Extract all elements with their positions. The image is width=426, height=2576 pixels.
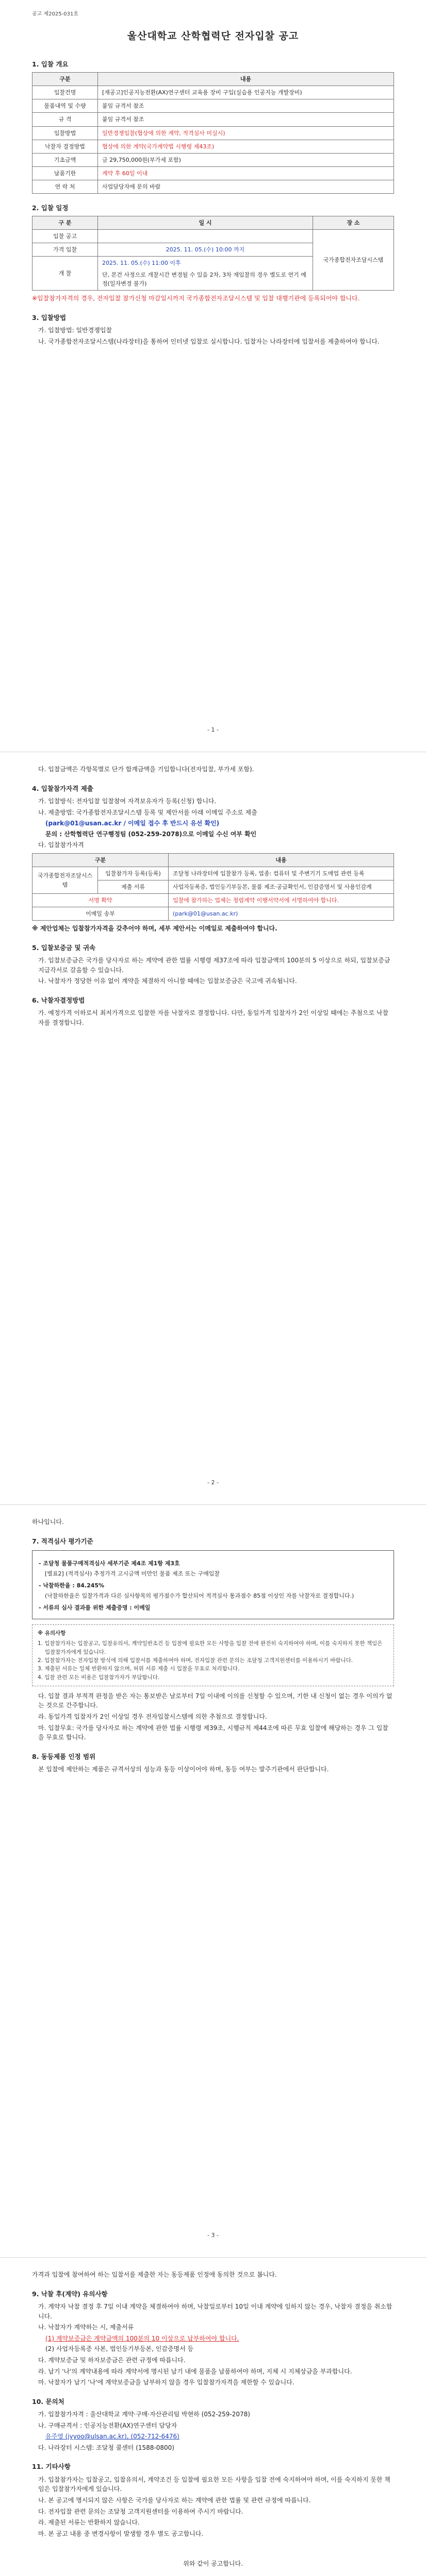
- page-number: - 3 -: [207, 2232, 219, 2239]
- criteria-line: (낙찰하한율은 입찰가격과 다른 심사항목의 평가점수가 합산되어 적격심사 통과점수 85점 이상인 자를 낙찰자로 결정합니다.): [45, 1592, 354, 1600]
- contact-email-link[interactable]: 유주영 (jyyoo@ulsan.ac.kr), (052-712-6476): [45, 2433, 179, 2441]
- paragraph: 다. 전자입찰 관련 문의는 조달청 고객지원센터를 이용하여 주시기 바랍니다.: [38, 2507, 243, 2515]
- schedule-header-cell: 일 시: [98, 216, 313, 230]
- table-row: [32, 86, 394, 99]
- qualification-sub: 제출 서류: [98, 880, 169, 894]
- qualification-value: 사업자등록증, 법인등기부등본, 물품 제조·공급확인서, 인감증명서 및 사용인감계: [169, 880, 394, 894]
- page-divider: [0, 1504, 426, 1505]
- section-heading: 11. 기타사항: [32, 2463, 71, 2471]
- table-row: [32, 907, 394, 921]
- paragraph: 나. 낙찰자가 정당한 이유 없이 계약을 체결하지 아니할 때에는 입찰보증금은 국고에 귀속됩니다.: [38, 977, 297, 985]
- schedule-datetime-cell: [98, 257, 313, 291]
- paragraph: 가격과 입찰에 참여하여 하는 입찰서를 제출한 자는 동등제품 인정에 동의한 것으로 봅니다.: [32, 2271, 277, 2278]
- qualification-value: 입찰에 참가하는 업체는 청렴계약 이행서약서에 서명하여야 합니다.: [169, 894, 394, 907]
- email-instruction: (park@01@usan.ac.kr / 이메일 접수 후 반드시 유선 확인): [45, 820, 220, 827]
- overview-label: 규 격: [32, 113, 98, 126]
- schedule-warning: ※입찰참가자격의 경우, 전자입찰 참가신청 마감일시까지 국가종합전자조달시스템 및 입찰 대행기관에 등록되어야 합니다.: [32, 295, 360, 302]
- overview-value: 협상에 의한 계약(국가계약법 시행령 제43조): [98, 140, 394, 153]
- paragraph: 라. 동일가격 입찰자가 2인 이상일 경우 전자입찰시스템에 의한 추첨으로 결정합니다.: [38, 1713, 267, 1720]
- section-heading: 1. 입찰 개요: [32, 60, 69, 68]
- overview-label: 입찰건명: [32, 86, 98, 99]
- notice-number: 공고 제2025-031호: [32, 11, 78, 17]
- schedule-place: 국가종합전자조달시스템: [313, 230, 394, 291]
- paragraph: 가. 입찰방식: 전자입찰 입찰참여 자격보유자가 등록(신청) 합니다.: [38, 797, 217, 805]
- page-number: - 1 -: [207, 726, 219, 733]
- paragraph: 나. 본 공고에 명시되지 않은 사항은 국가를 당사자로 하는 계약에 관한 법률 및 관련 규정에 따릅니다.: [38, 2497, 311, 2504]
- criteria-heading: - 조달청 물품구매적격심사 세부기준 제4조 제1항 제3호: [39, 1560, 180, 1567]
- paragraph: 다. 입찰 결과 부적격 판정을 받은 자는 통보받은 날로부터 7일 이내에 이의를 신청할 수 있으며, 기한 내 신청이 없는 경우 이의가 없는 것으로 간주합니다.: [38, 1692, 392, 1709]
- table-row: [32, 153, 394, 166]
- paragraph: 가. 예정가격 이하로서 최저가격으로 입찰한 자를 낙찰자로 결정합니다. 다만, 동일가격 입찰자가 2인 이상일 때에는 추첨으로 낙찰자를 결정합니다.: [38, 1009, 389, 1026]
- overview-value: [재공고]인공지능전환(AX)연구센터 교육용 장비 구입(실습용 인공지능 개발장비): [98, 86, 394, 99]
- section-heading: 4. 입찰참가자격 제출: [32, 784, 93, 792]
- qualification-value: 조달청 나라장터에 입찰참가 등록, 업종: 컴퓨터 및 주변기기 도매업 관련 등록: [169, 867, 394, 880]
- schedule-table: [32, 216, 394, 291]
- caution-box: [32, 1624, 394, 1686]
- qualification-value: (park@01@usan.ac.kr): [169, 907, 394, 921]
- overview-value: 금 29,750,000원(부가세 포함): [98, 153, 394, 166]
- caution-item: 1. 입찰참가자는 입찰공고, 입찰유의서, 계약일반조건 등 입찰에 필요한 모든 사항을 입찰 전에 완전히 숙지하여야 하며, 이를 숙지하지 못한 책임은 입찰참가자에게 있습니다.: [38, 1640, 383, 1655]
- paragraph: 나. 제출방법: 국가종합전자조달시스템 등록 및 제안서를 아래 이메일 주소로 제출: [38, 808, 257, 816]
- table-row: [32, 230, 394, 243]
- contact-line: 나. 구매규격서 : 인공지능전환(AX)연구센터 담당자: [38, 2421, 177, 2429]
- schedule-header-cell: 장 소: [313, 216, 394, 230]
- section-heading: 2. 입찰 일정: [32, 204, 69, 212]
- schedule-label: 개 찰: [32, 257, 98, 291]
- overview-value: 계약 후 60일 이내: [98, 166, 394, 180]
- paragraph: 마. 낙찰자가 납기 '나'에 계약보증금을 납부하지 않을 경우 입찰참가자격을 제한할 수 있습니다.: [38, 2379, 294, 2386]
- paragraph: 다. 계약보증금 및 하자보증금은 관련 규정에 따릅니다.: [38, 2356, 186, 2364]
- paragraph: 마. 본 공고 내용 중 변경사항이 발생할 경우 별도 공고합니다.: [38, 2530, 204, 2537]
- schedule-header-cell: 구 분: [32, 216, 98, 230]
- schedule-label: 가격 입찰: [32, 243, 98, 257]
- paragraph: 하나입니다.: [32, 1518, 64, 1526]
- paragraph: 가. 입찰방법: 일반경쟁입찰: [38, 327, 112, 334]
- contact-instruction: 문의 : 산학협력단 연구행정팀 (052-259-2078)으로 이메일 수신 여부 확인: [45, 830, 257, 838]
- overview-label: 낙찰자 결정방법: [32, 140, 98, 153]
- page-2: [0, 753, 426, 1505]
- paragraph: 라. 납기 '나'의 계약내용에 따라 계약서에 명시된 납기 내에 물품을 납품하여야 하며, 지체 시 지체상금을 부과합니다.: [38, 2367, 352, 2375]
- schedule-datetime: 2025. 11. 05.(수) 10:00 까지: [98, 243, 313, 257]
- page-3: [0, 1505, 426, 2258]
- section-heading: 9. 낙찰 후(계약) 유의사항: [32, 2290, 108, 2298]
- overview-label: 기초금액: [32, 153, 98, 166]
- paragraph: 나. 낙찰자가 계약하는 시, 제출서류: [38, 2324, 134, 2331]
- paragraph: 가. 계약자 낙찰 결정 후 7일 이내 계약을 체결하여야 하며, 낙찰일로부터 10일 이내 계약에 임하지 않는 경우, 낙찰자 결정을 취소합니다.: [38, 2302, 392, 2320]
- page-1: [0, 0, 426, 752]
- paragraph: 다. 입찰참가자격: [38, 841, 84, 849]
- qualification-header-cell: 내용: [169, 853, 394, 867]
- table-row: [32, 113, 394, 126]
- table-row: [32, 180, 394, 193]
- schedule-datetime: 2025. 11. 05.(수) 11:00 이후: [102, 260, 181, 267]
- closing-statement: 위와 같이 공고합니다.: [183, 2560, 243, 2568]
- table-row: [32, 126, 394, 140]
- table-row: [32, 894, 394, 907]
- caution-item: 4. 입찰 관련 모든 비용은 입찰참가자가 부담합니다.: [38, 1674, 160, 1681]
- paragraph: (2) 사업자등록증 사본, 법인등기부등본, 인감증명서 등: [45, 2345, 194, 2353]
- overview-header-cell: 내용: [98, 73, 394, 86]
- overview-label: 연 락 처: [32, 180, 98, 193]
- criteria-box: [32, 1550, 394, 1619]
- overview-label: 물품내역 및 수량: [32, 99, 98, 113]
- qualification-label: 이메일 송부: [32, 907, 169, 921]
- criteria-heading: - 서류의 심사 결과를 위한 제출증명 : 이메일: [39, 1604, 151, 1612]
- section-heading: 6. 낙찰자결정방법: [32, 996, 85, 1004]
- overview-label: 입찰방법: [32, 126, 98, 140]
- schedule-datetime: [98, 230, 313, 243]
- paragraph: 본 입찰에 제안하는 제품은 규격서상의 성능과 동등 이상이어야 하며, 동등 여부는 발주기관에서 판단합니다.: [38, 1766, 329, 1773]
- overview-value: 일반경쟁입찰(협상에 의한 계약, 적격심사 미실시): [98, 126, 394, 140]
- paragraph: 다. 입찰금액은 각항목별로 단가 합계금액을 기입합니다(전자입찰, 부가세 포함).: [38, 766, 254, 773]
- caution-item: 2. 입찰참가자는 전자입찰 방식에 의해 입찰서를 제출하여야 하며, 전자입찰 관련 문의는 조달청 고객지원센터를 이용하시기 바랍니다.: [38, 1657, 353, 1664]
- overview-label: 납품기한: [32, 166, 98, 180]
- criteria-line: [별표2] (적격심사) 추정가격 고시금액 미만인 물품 제조 또는 구매입찰: [45, 1570, 220, 1578]
- qualification-label: 국가종합전자조달시스템: [32, 867, 98, 893]
- schedule-note: 단, 본건 사정으로 개찰시간 변경될 수 있음 2차, 3차 재입찰의 경우 별도로 연기 예정(일자변경 불가): [102, 272, 306, 287]
- paragraph: 마. 입찰무효: 국가를 당사자로 하는 계약에 관한 법률 시행령 제39조, 시행규칙 제44조에 따른 무효 입찰에 해당하는 경우 그 입찰을 무효로 합니다.: [38, 1724, 388, 1741]
- page-divider: [0, 2257, 426, 2258]
- qualification-note: ※ 제안업체는 입찰참가자격을 갖추어야 하며, 세부 제안서는 이메일로 제출하여야 합니다.: [32, 925, 277, 933]
- paragraph: 라. 제출된 서류는 반환하지 않습니다.: [38, 2519, 140, 2527]
- qualification-table: [32, 853, 394, 921]
- contact-line: 다. 나라장터 시스템: 조달청 콜센터 (1588-0800): [38, 2444, 174, 2451]
- contact-line: 가. 입찰참가자격 : 울산대학교 계약·구매·자산관리팀 박현하 (052-259-2078): [38, 2411, 250, 2418]
- section-heading: 3. 입찰방법: [32, 313, 67, 321]
- section-heading: 10. 문의처: [32, 2397, 64, 2405]
- page-number: - 2 -: [207, 1479, 219, 1486]
- caution-item: 3. 제출된 서류는 일체 반환하지 않으며, 허위 서류 제출 시 입찰을 무효로 처리합니다.: [38, 1666, 240, 1672]
- criteria-heading: - 낙찰하한율 : 84.245%: [39, 1582, 105, 1589]
- table-row: [32, 166, 394, 180]
- overview-table: [32, 72, 394, 193]
- page-title: 울산대학교 산학협력단 전자입찰 공고: [127, 30, 299, 42]
- overview-value: 사업담당자에 문의 바람: [98, 180, 394, 193]
- table-row: [32, 99, 394, 113]
- section-heading: 7. 적격심사 평가기준: [32, 1537, 93, 1545]
- section-heading: 8. 동등제품 인정 범위: [32, 1752, 96, 1760]
- overview-value: 붙임 규격서 참조: [98, 113, 394, 126]
- overview-value: 붙임 규격서 참조: [98, 99, 394, 113]
- deposit-requirement: (1) 계약보증금은 계약금액의 100분의 10 이상으로 납부하여야 합니다.: [45, 2334, 239, 2342]
- schedule-label: 입찰 공고: [32, 230, 98, 243]
- table-row: [32, 867, 394, 880]
- table-row: [32, 140, 394, 153]
- caution-title: ※ 유의사항: [38, 1630, 66, 1637]
- qualification-sub: 입찰참가자 등록(등록): [98, 867, 169, 880]
- qualification-header-cell: 구분: [32, 853, 169, 867]
- page-4: [0, 2258, 426, 2576]
- qualification-label: 서명 확약: [32, 894, 169, 907]
- overview-header-cell: 구분: [32, 73, 98, 86]
- paragraph: 가. 입찰보증금은 국가를 당사자로 하는 계약에 관한 법률 시행령 제37조에 따라 입찰금액의 100분의 5 이상으로 하되, 입찰보증금 지급각서로 갈음할 수 있습니다.: [38, 957, 390, 974]
- paragraph: 나. 국가종합전자조달시스템(나라장터)을 통하여 인터넷 입찰로 실시합니다. 입찰자는 나라장터에 입찰서를 제출하여야 합니다.: [38, 337, 380, 345]
- section-heading: 5. 입찰보증금 및 귀속: [32, 943, 96, 952]
- paragraph: 가. 입찰참가자는 입찰공고, 입찰유의서, 계약조건 등 입찰에 필요한 모든 사항을 입찰 전에 숙지하여야 하며, 이를 숙지하지 못한 책임은 입찰참가자에게 있습니다.: [38, 2476, 390, 2493]
